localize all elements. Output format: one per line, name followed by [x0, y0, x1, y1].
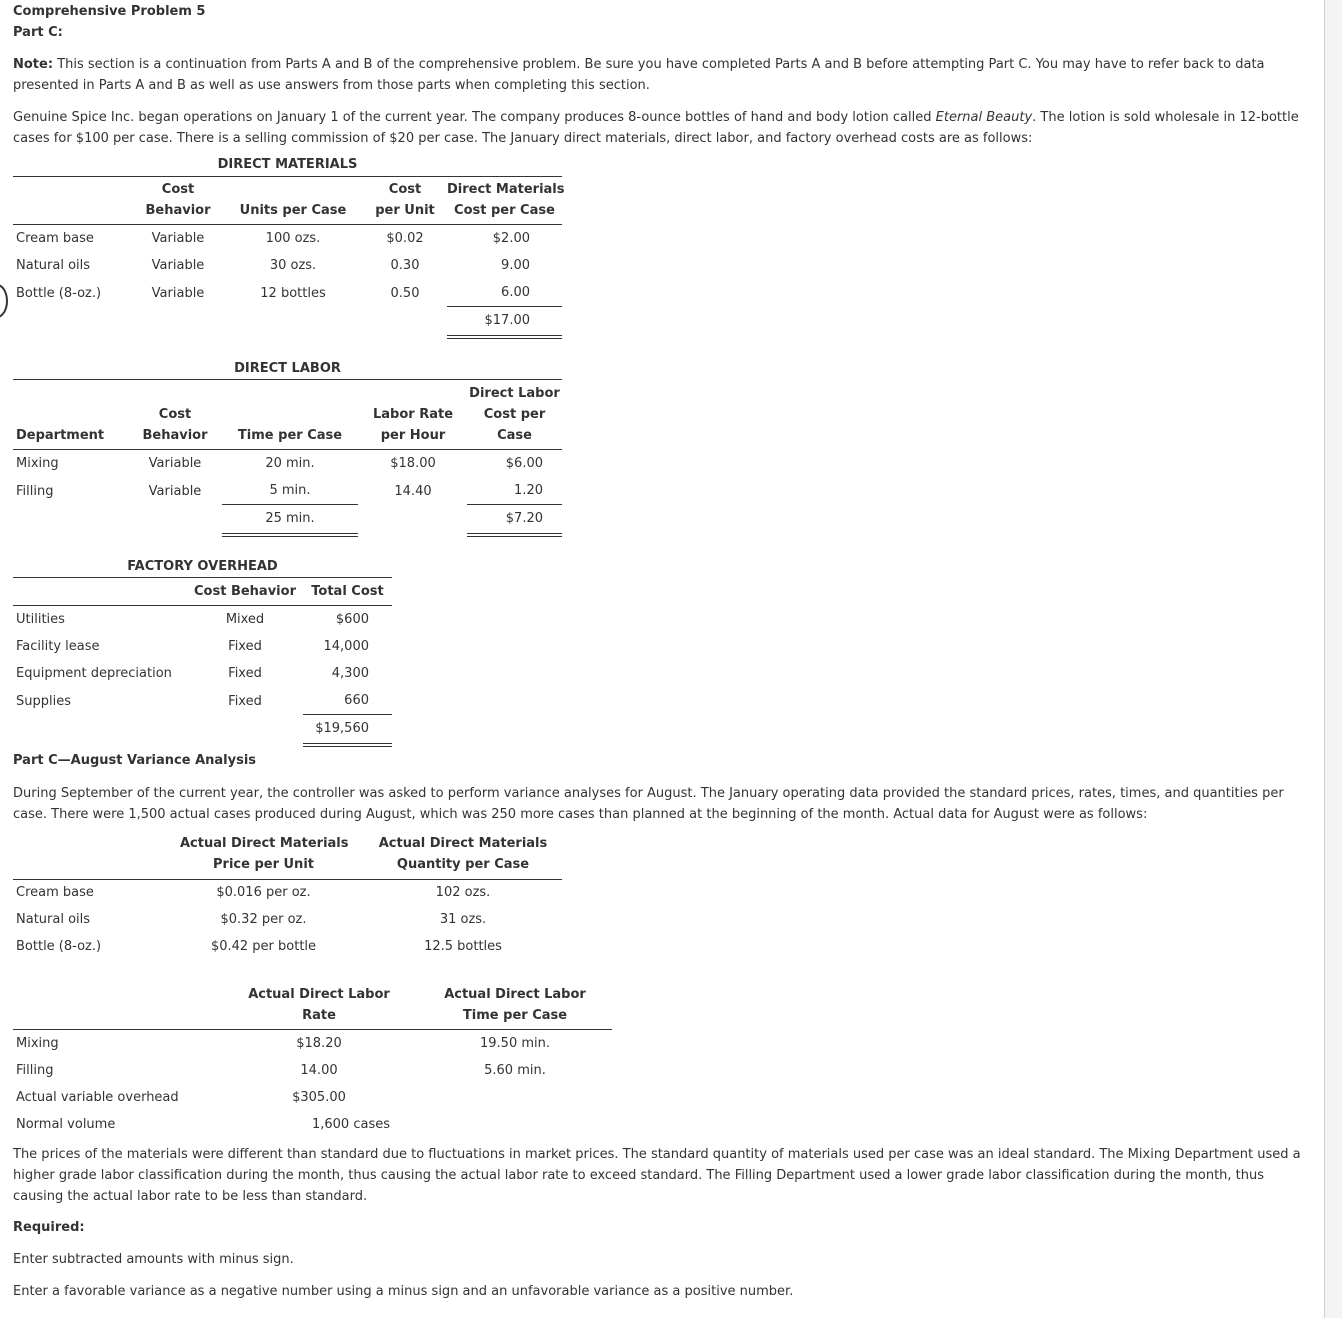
dm-h-units: Units per Case: [239, 203, 347, 218]
required-line-2: Enter a favorable variance as a negative number using a minus sign and an unfavorable variance as a positive number.: [13, 1284, 794, 1299]
dl-h-behavior-1: Cost: [158, 407, 192, 422]
dm-units: 12 bottles: [260, 286, 326, 301]
dm-h-dm-2: Cost per Case: [454, 203, 555, 218]
am-price: $0.016 per oz.: [216, 885, 311, 900]
al-overhead-label: Actual variable overhead: [16, 1090, 179, 1105]
dl-h-dl-2: Cost per: [483, 407, 546, 422]
dl-time: 5 min.: [269, 483, 311, 498]
dl-total-time: 25 min.: [265, 511, 315, 526]
am-price: $0.42 per bottle: [210, 939, 317, 954]
fo-h-behavior: Cost Behavior: [194, 584, 296, 599]
dl-h-rate-1: Labor Rate: [372, 407, 454, 422]
intro-paragraph: [13, 107, 1305, 149]
al-h-time-2: Time per Case: [462, 1008, 568, 1023]
fo-behavior: Fixed: [228, 694, 262, 709]
dm-h-cost-1: Cost: [388, 182, 422, 197]
fo-top-rule: [13, 577, 392, 578]
am-item: Natural oils: [16, 912, 91, 927]
dm-total-double-rule: [447, 335, 562, 339]
al-rate: $18.20: [296, 1036, 342, 1051]
dm-behavior: Variable: [151, 258, 205, 273]
dl-behavior: Variable: [148, 484, 202, 499]
dm-cost: $0.02: [386, 231, 424, 246]
fo-cost: 660: [344, 693, 369, 708]
fo-cost: 4,300: [331, 666, 369, 681]
dl-h-behavior-2: Behavior: [142, 428, 208, 443]
note-label: Note:: [13, 57, 54, 72]
dl-time-double-rule: [222, 533, 358, 537]
dl-time-subtotal-rule: [222, 504, 358, 505]
dl-dept: Mixing: [16, 456, 59, 471]
note-text: This section is a continuation from Parts A and B of the comprehensive problem. Be sure you have completed Parts A and B before attempting Part C. You may have to refer back to data presented in Parts A and B as well as use answers from those parts when completing this section.: [13, 57, 1265, 93]
fo-cost: 14,000: [323, 639, 369, 654]
am-h-qty-1: Actual Direct Materials: [378, 836, 548, 851]
dl-h-rate-2: per Hour: [380, 428, 446, 443]
edge-circle-mark: [0, 284, 8, 318]
al-overhead-value: $305.00: [292, 1090, 346, 1105]
dl-cost-double-rule: [467, 533, 562, 537]
dl-header-rule: [13, 449, 562, 450]
fo-title: FACTORY OVERHEAD: [127, 559, 278, 574]
am-h-price-1: Actual Direct Materials: [180, 836, 349, 851]
am-header-rule: [13, 879, 562, 880]
note-paragraph: [13, 54, 1305, 96]
dm-h-behavior-1: Cost: [161, 182, 195, 197]
dm-h-dm-1: Direct Materials: [447, 182, 565, 197]
al-dept: Filling: [16, 1063, 54, 1078]
fo-item: Supplies: [16, 694, 71, 709]
fo-h-total: Total Cost: [311, 584, 384, 599]
dm-subtotal-rule: [447, 306, 562, 307]
vertical-scrollbar[interactable]: [1324, 0, 1342, 1318]
dm-item: Natural oils: [16, 258, 91, 273]
fo-total-double-rule: [303, 743, 392, 747]
am-price: $0.32 per oz.: [220, 912, 307, 927]
al-h-rate-2: Rate: [302, 1008, 336, 1023]
fo-cost: $600: [335, 612, 369, 627]
explanation-paragraph: The prices of the materials were different than standard due to fluctuations in market prices. The standard quantity of materials used per case was an ideal standard. The Mixing Department used a higher grade labor classification during the month, thus causing the actual labor rate to exceed standard. The Filling Department used a lower grade labor classification during the month, thus causing the actual labor rate to be less than standard.: [13, 1147, 1301, 1204]
al-h-time-1: Actual Direct Labor: [444, 987, 586, 1002]
dm-cost: 0.30: [390, 258, 420, 273]
dl-total-cost: $7.20: [505, 511, 543, 526]
am-qty: 12.5 bottles: [424, 939, 502, 954]
dm-item: Cream base: [16, 231, 94, 246]
dl-top-rule: [13, 379, 562, 380]
am-qty: 31 ozs.: [439, 912, 487, 927]
dm-h-behavior-2: Behavior: [145, 203, 211, 218]
am-h-price-2: Price per Unit: [213, 857, 314, 872]
dm-behavior: Variable: [151, 286, 205, 301]
fo-item: Equipment depreciation: [16, 666, 172, 681]
al-rate: 14.00: [300, 1063, 338, 1078]
am-item: Bottle (8-oz.): [16, 939, 102, 954]
dl-h-dl-3: Case: [497, 428, 532, 443]
dm-item: Bottle (8-oz.): [16, 286, 102, 301]
fo-subtotal-rule: [303, 714, 392, 715]
dl-cost-subtotal-rule: [467, 504, 562, 505]
dl-rate: 14.40: [394, 484, 432, 499]
dm-header-rule: [13, 224, 562, 225]
dl-h-dept: Department: [16, 428, 105, 443]
fo-header-rule: [13, 605, 392, 606]
fo-behavior: Mixed: [225, 612, 265, 627]
dl-dept: Filling: [16, 484, 54, 499]
dm-top-rule: [13, 176, 562, 177]
al-dept: Mixing: [16, 1036, 59, 1051]
required-label: Required:: [13, 1220, 85, 1235]
al-time: 19.50 min.: [480, 1036, 550, 1051]
dm-units: 100 ozs.: [265, 231, 321, 246]
fo-behavior: Fixed: [228, 639, 262, 654]
dl-h-dl-1: Direct Labor: [469, 386, 560, 401]
dm-title: DIRECT MATERIALS: [217, 157, 358, 172]
dm-per-case: 6.00: [501, 285, 530, 300]
dm-per-case: 9.00: [501, 258, 530, 273]
intro-before: Genuine Spice Inc. began operations on January 1 of the current year. The company produces 8-ounce bottles of hand and body lotion called: [13, 110, 936, 125]
al-header-rule: [13, 1029, 612, 1030]
dl-time: 20 min.: [265, 456, 315, 471]
dm-per-case: $2.00: [492, 231, 530, 246]
dm-behavior: Variable: [151, 231, 205, 246]
part-label: Part C:: [13, 25, 63, 40]
dm-units: 30 ozs.: [269, 258, 317, 273]
fo-behavior: Fixed: [228, 666, 262, 681]
al-volume-value: 1,600 cases: [311, 1117, 390, 1132]
dl-behavior: Variable: [148, 456, 202, 471]
am-qty: 102 ozs.: [435, 885, 491, 900]
page-title: Comprehensive Problem 5: [13, 4, 206, 19]
al-time: 5.60 min.: [484, 1063, 546, 1078]
dl-rate: $18.00: [390, 456, 436, 471]
fo-total: $19,560: [315, 721, 369, 736]
product-name: Eternal Beauty: [935, 110, 1033, 125]
fo-item: Utilities: [16, 612, 65, 627]
part-c-heading: Part C—August Variance Analysis: [13, 753, 257, 768]
am-h-qty-2: Quantity per Case: [396, 857, 530, 872]
dm-cost: 0.50: [390, 286, 420, 301]
al-h-rate-1: Actual Direct Labor: [248, 987, 390, 1002]
fo-item: Facility lease: [16, 639, 100, 654]
dm-h-cost-2: per Unit: [375, 203, 435, 218]
am-item: Cream base: [16, 885, 94, 900]
dl-per-case: $6.00: [505, 456, 543, 471]
dl-per-case: 1.20: [514, 483, 543, 498]
required-line-1: Enter subtracted amounts with minus sign.: [13, 1252, 294, 1267]
intro-after: . The lotion is sold wholesale in 12-bottle cases for $100 per case. There is a selling commission of $20 per case. The January direct materials, direct labor, and factory overhead costs are as follows:: [13, 110, 1299, 146]
dl-h-time: Time per Case: [237, 428, 343, 443]
dl-title: DIRECT LABOR: [234, 361, 341, 376]
al-volume-label: Normal volume: [16, 1117, 116, 1132]
dm-total: $17.00: [484, 313, 530, 328]
part-c-paragraph: During September of the current year, the controller was asked to perform variance analyses for August. The January operating data provided the standard prices, rates, times, and quantities per case. There were 1,500 actual cases produced during August, which was 250 more cases than planned at the beginning of the month. Actual data for August were as follows:: [13, 786, 1284, 822]
